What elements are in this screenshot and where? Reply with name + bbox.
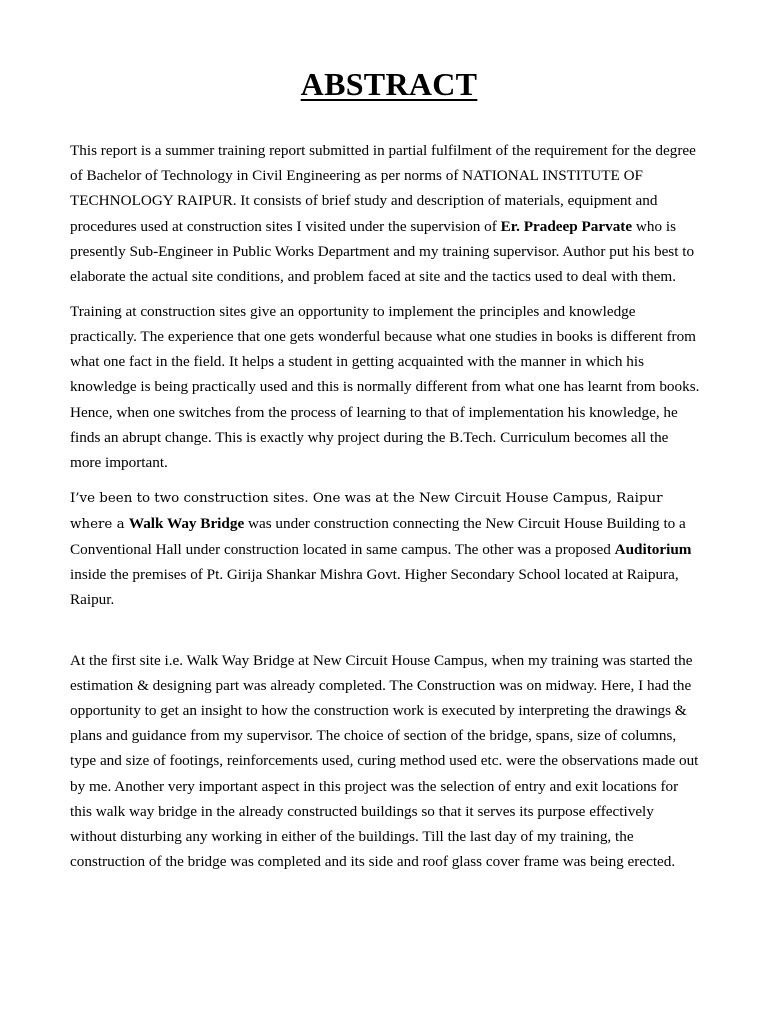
paragraph-first-site (70, 648, 702, 875)
supervisor-name: Er. Pradeep Parvate (500, 217, 633, 235)
site-name-auditorium: Auditorium (614, 541, 692, 559)
paragraph-report-intro (70, 138, 702, 289)
paragraph-text: Training at construction sites give an opportunity to implement the principles and knowledge practically. The experience that one gets wonderful because what one studies in books is different from what one fact in the field. It helps a student in getting acquainted with the manner in which his knowledge is being practically used and this is normally different from what one has learnt from books. Hence, when one switches from the process of learning to that of implementation his knowledge, he finds an abrupt change. This is exactly why project during the B.Tech. Curriculum becomes all the more important. (70, 302, 700, 471)
paragraph-construction-sites (70, 485, 702, 613)
abstract-body (70, 138, 702, 874)
paragraph-text: I’ve been to two construction sites. One was at the New Circuit House Campus, Raipur where a (70, 490, 663, 532)
site-name-walkway: Walk Way Bridge (128, 514, 245, 532)
title-text: ABSTRACT (300, 66, 478, 102)
paragraph-text: who is presently Sub-Engineer in Public Works Department and my training supervisor. Author put his best to elaborate the actual site conditions, and problem faced at site and the tactics used to deal with them. (70, 217, 695, 286)
page-title (0, 62, 768, 106)
paragraph-text: inside the premises of Pt. Girija Shankar Mishra Govt. Higher Secondary School located at Raipura, Raipur. (70, 566, 679, 609)
paragraph-text: was under construction connecting the New Circuit House Building to a Conventional Hall under construction located in same campus. The other was a proposed (70, 514, 686, 559)
paragraph-text: At the first site i.e. Walk Way Bridge at New Circuit House Campus, when my training was started the estimation & designing part was already completed. The Construction was on midway. Here, I had the opportunity to get an insight to how the construction work is executed by interpreting the drawings & plans and guidance from my supervisor. The choice of section of the bridge, spans, size of columns, type and size of footings, reinforcements used, curing method used etc. were the observations made out by me. Another very important aspect in this project was the selection of entry and exit locations for this walk way bridge in the already constructed buildings so that it serves its purpose effectively without disturbing any working in either of the buildings. Till the last day of my training, the construction of the bridge was completed and its side and roof glass cover frame was being erected. (70, 651, 699, 871)
paragraph-training-importance (70, 299, 702, 475)
paragraph-text: This report is a summer training report submitted in partial fulfilment of the requirement for the degree of Bachelor of Technology in Civil Engineering as per norms of NATIONAL INSTITUTE OF TECHNOLOGY RAIPUR. It consists of brief study and description of materials, equipment and procedures used at construction sites I visited under the supervision of (70, 142, 696, 235)
